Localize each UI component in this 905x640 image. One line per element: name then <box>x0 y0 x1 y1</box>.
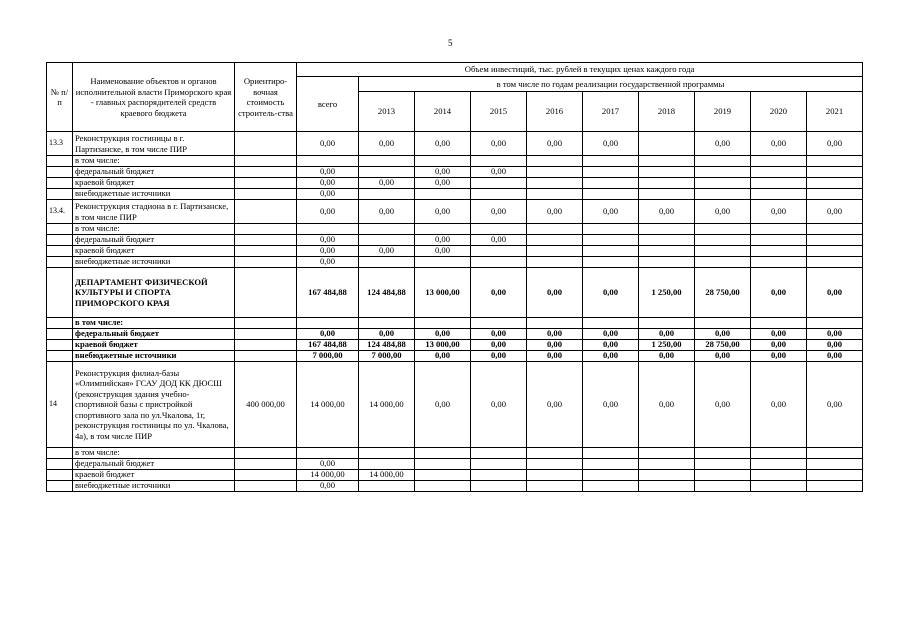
row-name: краевой бюджет <box>73 470 235 481</box>
row-name: Реконструкция гостиницы в г. Партизанске, в том числе ПИР <box>73 132 235 156</box>
row-year-value <box>471 318 527 329</box>
row-total: 167 484,88 <box>297 268 359 318</box>
row-year-value: 0,00 <box>583 351 639 362</box>
header-total: всего <box>297 77 359 132</box>
row-year-value: 0,00 <box>751 268 807 318</box>
row-year-value: 1 250,00 <box>639 340 695 351</box>
row-year-value <box>751 235 807 246</box>
row-year-value: 0,00 <box>415 167 471 178</box>
row-year-value <box>527 178 583 189</box>
table-row <box>47 329 863 340</box>
row-year-value <box>751 459 807 470</box>
row-year-value <box>527 167 583 178</box>
row-year-value <box>751 481 807 492</box>
header-year: 2019 <box>695 92 751 132</box>
row-year-value <box>583 459 639 470</box>
row-year-value: 14 000,00 <box>359 470 415 481</box>
row-number <box>47 189 73 200</box>
row-cost <box>235 156 297 167</box>
row-year-value: 0,00 <box>527 132 583 156</box>
row-year-value: 0,00 <box>527 268 583 318</box>
row-year-value: 0,00 <box>583 340 639 351</box>
row-year-value <box>807 448 863 459</box>
row-cost <box>235 224 297 235</box>
row-name: федеральный бюджет <box>73 235 235 246</box>
header-year: 2016 <box>527 92 583 132</box>
row-year-value: 0,00 <box>751 362 807 448</box>
row-year-value: 0,00 <box>583 362 639 448</box>
row-year-value <box>751 470 807 481</box>
row-year-value: 0,00 <box>359 178 415 189</box>
row-year-value <box>751 246 807 257</box>
row-year-value <box>639 189 695 200</box>
row-total: 14 000,00 <box>297 362 359 448</box>
row-year-value <box>807 257 863 268</box>
row-year-value <box>359 257 415 268</box>
row-year-value <box>527 224 583 235</box>
row-year-value: 0,00 <box>583 268 639 318</box>
row-year-value <box>359 167 415 178</box>
row-cost <box>235 470 297 481</box>
row-year-value <box>583 167 639 178</box>
table-row <box>47 470 863 481</box>
row-year-value: 0,00 <box>527 362 583 448</box>
row-year-value <box>527 470 583 481</box>
row-year-value: 0,00 <box>359 329 415 340</box>
row-year-value <box>471 470 527 481</box>
row-total: 0,00 <box>297 167 359 178</box>
table-row <box>47 481 863 492</box>
row-number <box>47 459 73 470</box>
row-total: 0,00 <box>297 459 359 470</box>
row-total <box>297 318 359 329</box>
row-name: федеральный бюджет <box>73 329 235 340</box>
row-year-value <box>583 318 639 329</box>
row-year-value <box>751 189 807 200</box>
row-year-value <box>415 224 471 235</box>
header-year: 2014 <box>415 92 471 132</box>
row-name: краевой бюджет <box>73 178 235 189</box>
row-name: краевой бюджет <box>73 246 235 257</box>
row-year-value <box>639 224 695 235</box>
row-year-value: 0,00 <box>695 200 751 224</box>
row-year-value <box>639 459 695 470</box>
row-number <box>47 156 73 167</box>
row-year-value: 0,00 <box>415 178 471 189</box>
row-year-value: 7 000,00 <box>359 351 415 362</box>
row-number <box>47 470 73 481</box>
row-year-value <box>471 178 527 189</box>
row-cost <box>235 268 297 318</box>
table-row <box>47 246 863 257</box>
row-year-value: 0,00 <box>359 200 415 224</box>
row-year-value: 0,00 <box>415 235 471 246</box>
row-year-value <box>583 224 639 235</box>
row-year-value <box>807 318 863 329</box>
header-year: 2015 <box>471 92 527 132</box>
header-year: 2018 <box>639 92 695 132</box>
row-total <box>297 448 359 459</box>
row-year-value <box>695 448 751 459</box>
header-cost: Ориентиро-вочная стоимость строитель-ства <box>235 63 297 132</box>
row-year-value <box>527 156 583 167</box>
row-year-value: 0,00 <box>527 329 583 340</box>
row-year-value: 0,00 <box>807 200 863 224</box>
row-year-value: 0,00 <box>807 340 863 351</box>
row-number: 14 <box>47 362 73 448</box>
row-year-value <box>695 156 751 167</box>
row-cost <box>235 448 297 459</box>
row-year-value <box>695 246 751 257</box>
row-year-value <box>471 257 527 268</box>
row-year-value <box>415 470 471 481</box>
table-row <box>47 448 863 459</box>
row-year-value <box>471 189 527 200</box>
page-number: 5 <box>448 38 453 48</box>
row-year-value <box>359 448 415 459</box>
header-year: 2013 <box>359 92 415 132</box>
row-name: внебюджетные источники <box>73 351 235 362</box>
row-year-value: 0,00 <box>807 329 863 340</box>
header-year: 2020 <box>751 92 807 132</box>
row-year-value <box>359 235 415 246</box>
row-total: 0,00 <box>297 246 359 257</box>
row-total: 0,00 <box>297 178 359 189</box>
row-name: ДЕПАРТАМЕНТ ФИЗИЧЕСКОЙ КУЛЬТУРЫ И СПОРТА ПРИМОРСКОГО КРАЯ <box>73 268 235 318</box>
row-total <box>297 224 359 235</box>
row-year-value <box>807 189 863 200</box>
table-row <box>47 257 863 268</box>
row-year-value <box>695 470 751 481</box>
row-year-value: 0,00 <box>639 362 695 448</box>
row-year-value: 0,00 <box>415 351 471 362</box>
row-year-value <box>807 470 863 481</box>
row-total: 0,00 <box>297 235 359 246</box>
row-year-value <box>359 481 415 492</box>
row-year-value <box>471 224 527 235</box>
row-year-value <box>471 459 527 470</box>
row-name: в том числе: <box>73 448 235 459</box>
row-year-value <box>807 235 863 246</box>
row-total: 0,00 <box>297 200 359 224</box>
row-total: 167 484,88 <box>297 340 359 351</box>
row-year-value <box>639 470 695 481</box>
row-year-value <box>471 481 527 492</box>
row-name: федеральный бюджет <box>73 459 235 470</box>
row-year-value: 1 250,00 <box>639 268 695 318</box>
row-year-value: 0,00 <box>807 362 863 448</box>
row-year-value <box>583 178 639 189</box>
row-cost <box>235 246 297 257</box>
row-number: 13.4. <box>47 200 73 224</box>
row-year-value: 0,00 <box>583 329 639 340</box>
row-year-value: 0,00 <box>751 351 807 362</box>
table-row <box>47 268 863 318</box>
row-year-value <box>695 167 751 178</box>
row-year-value <box>695 235 751 246</box>
row-number <box>47 351 73 362</box>
row-year-value: 124 484,88 <box>359 340 415 351</box>
row-year-value <box>751 257 807 268</box>
row-year-value <box>751 167 807 178</box>
row-year-value: 0,00 <box>415 200 471 224</box>
row-year-value <box>751 178 807 189</box>
row-year-value: 0,00 <box>359 132 415 156</box>
row-year-value <box>807 481 863 492</box>
row-name: Реконструкция филиал-базы «Олимпийская» ГСАУ ДОД КК ДЮСШ (реконструкция здания учебно-спортивной базы с пристройкой спортивного зала по ул.Чкалова, 1г, реконструкция гостиницы по ул. Чкалова, 4а), в том числе ПИР <box>73 362 235 448</box>
row-year-value <box>695 459 751 470</box>
row-cost <box>235 178 297 189</box>
row-cost <box>235 329 297 340</box>
row-year-value <box>583 257 639 268</box>
row-year-value <box>639 167 695 178</box>
row-year-value: 0,00 <box>751 200 807 224</box>
row-cost <box>235 340 297 351</box>
row-year-value <box>415 257 471 268</box>
row-year-value: 28 750,00 <box>695 340 751 351</box>
row-year-value: 13 000,00 <box>415 268 471 318</box>
row-year-value <box>639 246 695 257</box>
header-year: 2017 <box>583 92 639 132</box>
row-year-value <box>751 156 807 167</box>
row-total: 0,00 <box>297 132 359 156</box>
row-year-value <box>527 235 583 246</box>
row-year-value <box>695 481 751 492</box>
row-year-value <box>583 448 639 459</box>
row-year-value <box>639 318 695 329</box>
table-row <box>47 167 863 178</box>
table-row <box>47 156 863 167</box>
row-cost <box>235 257 297 268</box>
row-number <box>47 224 73 235</box>
row-year-value <box>807 167 863 178</box>
row-name: федеральный бюджет <box>73 167 235 178</box>
row-year-value <box>807 156 863 167</box>
row-year-value: 124 484,88 <box>359 268 415 318</box>
row-total: 0,00 <box>297 257 359 268</box>
row-year-value: 0,00 <box>471 132 527 156</box>
table-row <box>47 178 863 189</box>
table-row <box>47 200 863 224</box>
table-row <box>47 362 863 448</box>
row-total: 0,00 <box>297 481 359 492</box>
row-name: в том числе: <box>73 224 235 235</box>
row-cost <box>235 235 297 246</box>
row-number <box>47 246 73 257</box>
row-year-value: 0,00 <box>807 132 863 156</box>
row-name: внебюджетные источники <box>73 257 235 268</box>
table-row <box>47 459 863 470</box>
row-cost <box>235 351 297 362</box>
row-cost <box>235 318 297 329</box>
row-year-value <box>471 246 527 257</box>
row-year-value: 0,00 <box>471 340 527 351</box>
row-year-value <box>527 318 583 329</box>
row-year-value <box>415 189 471 200</box>
row-year-value: 0,00 <box>695 351 751 362</box>
header-no: № п/п <box>47 63 73 132</box>
row-cost: 400 000,00 <box>235 362 297 448</box>
row-year-value <box>583 246 639 257</box>
header-incl: в том числе по годам реализации государственной программы <box>359 77 863 92</box>
row-year-value <box>583 481 639 492</box>
row-year-value <box>527 448 583 459</box>
row-year-value <box>695 257 751 268</box>
row-number <box>47 481 73 492</box>
row-year-value <box>583 470 639 481</box>
row-year-value: 0,00 <box>751 329 807 340</box>
row-name: внебюджетные источники <box>73 189 235 200</box>
row-year-value <box>527 481 583 492</box>
row-year-value: 0,00 <box>471 351 527 362</box>
row-name: внебюджетные источники <box>73 481 235 492</box>
row-year-value <box>359 156 415 167</box>
row-year-value <box>359 318 415 329</box>
row-year-value <box>527 189 583 200</box>
row-year-value <box>807 459 863 470</box>
header-volume: Объем инвестиций, тыс. рублей в текущих ценах каждого года <box>297 63 863 77</box>
row-year-value <box>639 178 695 189</box>
row-year-value <box>415 459 471 470</box>
row-year-value <box>807 178 863 189</box>
row-number <box>47 448 73 459</box>
row-year-value <box>639 448 695 459</box>
row-number <box>47 257 73 268</box>
row-year-value: 0,00 <box>695 132 751 156</box>
row-year-value <box>695 178 751 189</box>
row-year-value: 0,00 <box>639 329 695 340</box>
table-row <box>47 224 863 235</box>
row-total: 0,00 <box>297 329 359 340</box>
row-year-value <box>807 246 863 257</box>
row-number: 13.3 <box>47 132 73 156</box>
row-cost <box>235 189 297 200</box>
table-row <box>47 189 863 200</box>
row-name: краевой бюджет <box>73 340 235 351</box>
investment-table <box>46 62 863 492</box>
row-year-value <box>695 318 751 329</box>
row-year-value: 0,00 <box>471 167 527 178</box>
row-total: 0,00 <box>297 189 359 200</box>
row-year-value: 0,00 <box>359 246 415 257</box>
table-row <box>47 351 863 362</box>
table-row <box>47 340 863 351</box>
row-year-value: 0,00 <box>527 340 583 351</box>
row-year-value: 0,00 <box>415 329 471 340</box>
row-year-value <box>639 156 695 167</box>
row-year-value: 0,00 <box>471 362 527 448</box>
row-number <box>47 329 73 340</box>
table-row <box>47 235 863 246</box>
row-year-value: 0,00 <box>639 200 695 224</box>
row-year-value: 0,00 <box>471 268 527 318</box>
row-name: в том числе: <box>73 318 235 329</box>
row-total <box>297 156 359 167</box>
row-year-value <box>583 235 639 246</box>
row-year-value <box>695 224 751 235</box>
row-year-value: 0,00 <box>471 329 527 340</box>
row-year-value <box>415 156 471 167</box>
row-number <box>47 340 73 351</box>
table-row <box>47 318 863 329</box>
row-year-value <box>415 448 471 459</box>
row-year-value: 0,00 <box>415 132 471 156</box>
row-year-value: 0,00 <box>471 235 527 246</box>
row-year-value <box>639 481 695 492</box>
row-year-value <box>359 224 415 235</box>
row-name: Реконструкция стадиона в г. Партизанске, в том числе ПИР <box>73 200 235 224</box>
row-total: 7 000,00 <box>297 351 359 362</box>
header-name: Наименование объектов и органов исполнительной власти Приморского края - главных распорядителей средств краевого бюджета <box>73 63 235 132</box>
row-cost <box>235 459 297 470</box>
row-year-value <box>583 189 639 200</box>
row-year-value <box>751 318 807 329</box>
row-name: в том числе: <box>73 156 235 167</box>
row-year-value <box>415 318 471 329</box>
row-year-value: 0,00 <box>415 362 471 448</box>
row-year-value <box>415 481 471 492</box>
row-cost <box>235 167 297 178</box>
row-year-value <box>359 189 415 200</box>
row-cost <box>235 132 297 156</box>
row-number <box>47 268 73 318</box>
row-year-value <box>527 459 583 470</box>
row-year-value: 0,00 <box>695 362 751 448</box>
row-year-value: 0,00 <box>807 351 863 362</box>
row-year-value <box>639 257 695 268</box>
row-year-value <box>807 224 863 235</box>
row-year-value: 28 750,00 <box>695 268 751 318</box>
row-year-value: 13 000,00 <box>415 340 471 351</box>
row-year-value <box>471 448 527 459</box>
row-year-value <box>639 132 695 156</box>
row-year-value: 0,00 <box>751 340 807 351</box>
row-cost <box>235 481 297 492</box>
header-year: 2021 <box>807 92 863 132</box>
row-year-value <box>751 224 807 235</box>
row-year-value: 0,00 <box>695 329 751 340</box>
row-year-value <box>639 235 695 246</box>
row-year-value: 14 000,00 <box>359 362 415 448</box>
row-year-value: 0,00 <box>471 200 527 224</box>
row-year-value <box>527 246 583 257</box>
row-year-value: 0,00 <box>639 351 695 362</box>
row-year-value: 0,00 <box>583 132 639 156</box>
table-row <box>47 132 863 156</box>
row-number <box>47 178 73 189</box>
row-year-value <box>359 459 415 470</box>
row-cost <box>235 200 297 224</box>
row-year-value: 0,00 <box>527 351 583 362</box>
row-year-value: 0,00 <box>807 268 863 318</box>
row-year-value <box>751 448 807 459</box>
row-year-value: 0,00 <box>751 132 807 156</box>
row-year-value <box>471 156 527 167</box>
row-year-value: 0,00 <box>583 200 639 224</box>
row-year-value <box>527 257 583 268</box>
row-year-value: 0,00 <box>527 200 583 224</box>
row-number <box>47 318 73 329</box>
row-number <box>47 235 73 246</box>
row-year-value: 0,00 <box>415 246 471 257</box>
row-number <box>47 167 73 178</box>
row-year-value <box>583 156 639 167</box>
row-year-value <box>695 189 751 200</box>
row-total: 14 000,00 <box>297 470 359 481</box>
